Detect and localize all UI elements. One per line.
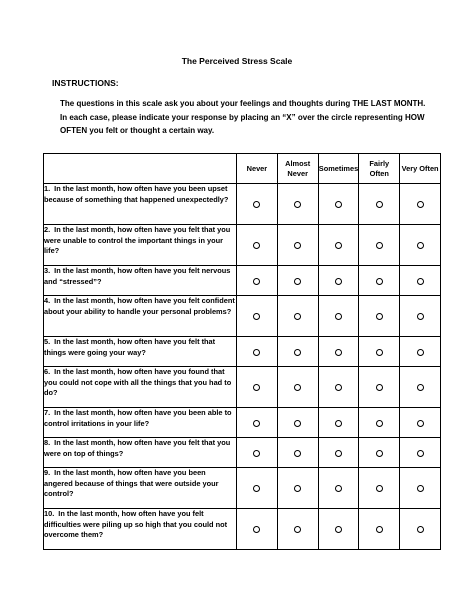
response-cell-sometimes: [318, 337, 359, 367]
response-cell-very-often: [400, 367, 441, 408]
response-cell-sometimes: [318, 468, 359, 509]
response-circle-fairly-often[interactable]: [376, 242, 383, 249]
response-cell-sometimes: [318, 408, 359, 438]
question-text: In the last month, how often have you felt confident about your ability to handle your personal problems?: [44, 296, 235, 316]
response-circle-almost-never[interactable]: [294, 450, 301, 457]
question-number: 1.: [44, 184, 51, 193]
question-text: In the last month, how often have you been able to control irritations in your life?: [44, 408, 232, 428]
response-circle-never[interactable]: [253, 485, 260, 492]
response-cell-almost-never: [277, 266, 318, 296]
response-cell-fairly-often: [359, 468, 400, 509]
response-circle-never[interactable]: [253, 450, 260, 457]
question-text-cell: [44, 468, 237, 509]
response-cell-almost-never: [277, 408, 318, 438]
option-header-sometimes: Sometimes: [318, 154, 359, 184]
question-number: 3.: [44, 266, 51, 275]
question-text-cell: [44, 225, 237, 266]
question-number: 5.: [44, 337, 51, 346]
response-cell-never: [237, 225, 278, 266]
instructions-heading: INSTRUCTIONS:: [52, 78, 119, 88]
response-circle-very-often[interactable]: [417, 349, 424, 356]
response-cell-fairly-often: [359, 184, 400, 225]
response-cell-never: [237, 337, 278, 367]
response-circle-fairly-often[interactable]: [376, 313, 383, 320]
response-circle-sometimes[interactable]: [335, 313, 342, 320]
question-column-header: [44, 154, 237, 184]
question-text: In the last month, how often have you found that you could not cope with all the things that you had to do?: [44, 367, 232, 397]
response-cell-never: [237, 408, 278, 438]
response-circle-never[interactable]: [253, 384, 260, 391]
response-circle-fairly-often[interactable]: [376, 420, 383, 427]
response-cell-very-often: [400, 296, 441, 337]
response-circle-almost-never[interactable]: [294, 384, 301, 391]
response-cell-sometimes: [318, 509, 359, 550]
response-circle-sometimes[interactable]: [335, 526, 342, 533]
question-number: 9.: [44, 468, 51, 477]
response-cell-very-often: [400, 337, 441, 367]
stress-scale-table: [43, 153, 441, 550]
response-circle-never[interactable]: [253, 242, 260, 249]
response-circle-very-often[interactable]: [417, 420, 424, 427]
response-circle-almost-never[interactable]: [294, 349, 301, 356]
response-cell-sometimes: [318, 438, 359, 468]
option-header-fairly-often: Fairly Often: [359, 154, 400, 184]
question-text: In the last month, how often have you been angered because of things that were outside your control?: [44, 468, 219, 498]
question-text: In the last month, how often have you felt that things were going your way?: [44, 337, 216, 357]
response-cell-fairly-often: [359, 266, 400, 296]
question-number: 4.: [44, 296, 51, 305]
response-cell-very-often: [400, 266, 441, 296]
response-circle-sometimes[interactable]: [335, 201, 342, 208]
question-text: In the last month, how often have you felt difficulties were piling up so high that you could not overcome them?: [44, 509, 228, 539]
response-circle-almost-never[interactable]: [294, 420, 301, 427]
response-circle-fairly-often[interactable]: [376, 485, 383, 492]
response-circle-never[interactable]: [253, 278, 260, 285]
response-cell-sometimes: [318, 367, 359, 408]
option-header-very-often: Very Often: [400, 154, 441, 184]
response-cell-never: [237, 296, 278, 337]
instructions-emphasis-last-month: THE LAST MONTH.: [352, 99, 426, 108]
response-cell-sometimes: [318, 184, 359, 225]
response-circle-sometimes[interactable]: [335, 485, 342, 492]
option-header-never: Never: [237, 154, 278, 184]
instructions-emphasis-how-often: HOW OFTEN: [60, 112, 425, 135]
response-cell-fairly-often: [359, 296, 400, 337]
response-circle-very-often[interactable]: [417, 201, 424, 208]
instructions-text: [60, 97, 430, 138]
questions-body: [44, 184, 441, 550]
question-text: In the last month, how often have you felt that you were unable to control the important things in your life?: [44, 225, 231, 255]
response-circle-never[interactable]: [253, 349, 260, 356]
option-header-almost-never: Almost Never: [277, 154, 318, 184]
response-circle-fairly-often[interactable]: [376, 278, 383, 285]
instructions-part-1: The questions in this scale ask you about your feelings and thoughts during: [60, 99, 353, 108]
response-circle-sometimes[interactable]: [335, 242, 342, 249]
response-cell-fairly-often: [359, 509, 400, 550]
response-circle-never[interactable]: [253, 420, 260, 427]
response-cell-never: [237, 184, 278, 225]
response-cell-very-often: [400, 468, 441, 509]
response-cell-very-often: [400, 509, 441, 550]
response-circle-very-often[interactable]: [417, 485, 424, 492]
response-cell-very-often: [400, 225, 441, 266]
response-circle-almost-never[interactable]: [294, 201, 301, 208]
response-circle-almost-never[interactable]: [294, 242, 301, 249]
question-text-cell: [44, 438, 237, 468]
response-circle-very-often[interactable]: [417, 526, 424, 533]
response-circle-never[interactable]: [253, 313, 260, 320]
response-cell-never: [237, 266, 278, 296]
response-cell-never: [237, 468, 278, 509]
question-row: [44, 184, 441, 225]
response-circle-fairly-often[interactable]: [376, 450, 383, 457]
response-circle-very-often[interactable]: [417, 242, 424, 249]
response-circle-very-often[interactable]: [417, 313, 424, 320]
response-cell-very-often: [400, 408, 441, 438]
question-row: [44, 337, 441, 367]
response-cell-never: [237, 367, 278, 408]
response-cell-fairly-often: [359, 225, 400, 266]
response-cell-sometimes: [318, 225, 359, 266]
response-cell-very-often: [400, 184, 441, 225]
response-cell-fairly-often: [359, 337, 400, 367]
question-row: [44, 468, 441, 509]
response-cell-very-often: [400, 438, 441, 468]
response-cell-almost-never: [277, 468, 318, 509]
response-circle-very-often[interactable]: [417, 278, 424, 285]
response-circle-sometimes[interactable]: [335, 450, 342, 457]
question-row: [44, 509, 441, 550]
response-circle-very-often[interactable]: [417, 384, 424, 391]
response-cell-never: [237, 438, 278, 468]
response-cell-never: [237, 509, 278, 550]
question-number: 6.: [44, 367, 51, 376]
response-cell-almost-never: [277, 184, 318, 225]
question-number: 10.: [44, 509, 55, 518]
response-circle-fairly-often[interactable]: [376, 384, 383, 391]
response-circle-almost-never[interactable]: [294, 526, 301, 533]
response-cell-fairly-often: [359, 438, 400, 468]
question-row: [44, 225, 441, 266]
response-cell-almost-never: [277, 438, 318, 468]
response-cell-almost-never: [277, 337, 318, 367]
question-text-cell: [44, 266, 237, 296]
response-circle-sometimes[interactable]: [335, 349, 342, 356]
question-number: 2.: [44, 225, 51, 234]
instructions-part-2: In each case, please indicate your response by placing an “X” over the circle representing: [60, 112, 406, 122]
response-circle-very-often[interactable]: [417, 450, 424, 457]
response-circle-almost-never[interactable]: [294, 485, 301, 492]
response-circle-almost-never[interactable]: [294, 278, 301, 285]
response-circle-never[interactable]: [253, 201, 260, 208]
question-row: [44, 296, 441, 337]
response-circle-never[interactable]: [253, 526, 260, 533]
question-text-cell: [44, 408, 237, 438]
question-text: In the last month, how often have you been upset because of something that happened unexpectedly?: [44, 184, 229, 204]
response-cell-almost-never: [277, 296, 318, 337]
response-cell-almost-never: [277, 367, 318, 408]
question-text-cell: [44, 367, 237, 408]
response-circle-sometimes[interactable]: [335, 420, 342, 427]
question-text: In the last month, how often have you felt that you were on top of things?: [44, 438, 231, 458]
response-circle-almost-never[interactable]: [294, 313, 301, 320]
response-cell-almost-never: [277, 509, 318, 550]
question-row: [44, 408, 441, 438]
question-text: In the last month, how often have you felt nervous and “stressed”?: [44, 266, 231, 286]
page-title: The Perceived Stress Scale: [181, 56, 293, 66]
response-circle-sometimes[interactable]: [335, 278, 342, 285]
response-cell-fairly-often: [359, 367, 400, 408]
table-header-row: [44, 154, 441, 184]
response-cell-fairly-often: [359, 408, 400, 438]
response-cell-sometimes: [318, 266, 359, 296]
question-text-cell: [44, 296, 237, 337]
question-number: 8.: [44, 438, 51, 447]
question-number: 7.: [44, 408, 51, 417]
question-text-cell: [44, 184, 237, 225]
question-row: [44, 367, 441, 408]
response-circle-fairly-often[interactable]: [376, 526, 383, 533]
question-row: [44, 266, 441, 296]
response-circle-fairly-often[interactable]: [376, 201, 383, 208]
question-text-cell: [44, 337, 237, 367]
response-cell-sometimes: [318, 296, 359, 337]
response-cell-almost-never: [277, 225, 318, 266]
response-circle-sometimes[interactable]: [335, 384, 342, 391]
question-row: [44, 438, 441, 468]
instructions-part-3: you felt or thought a certain way.: [87, 126, 215, 135]
response-circle-fairly-often[interactable]: [376, 349, 383, 356]
question-text-cell: [44, 509, 237, 550]
